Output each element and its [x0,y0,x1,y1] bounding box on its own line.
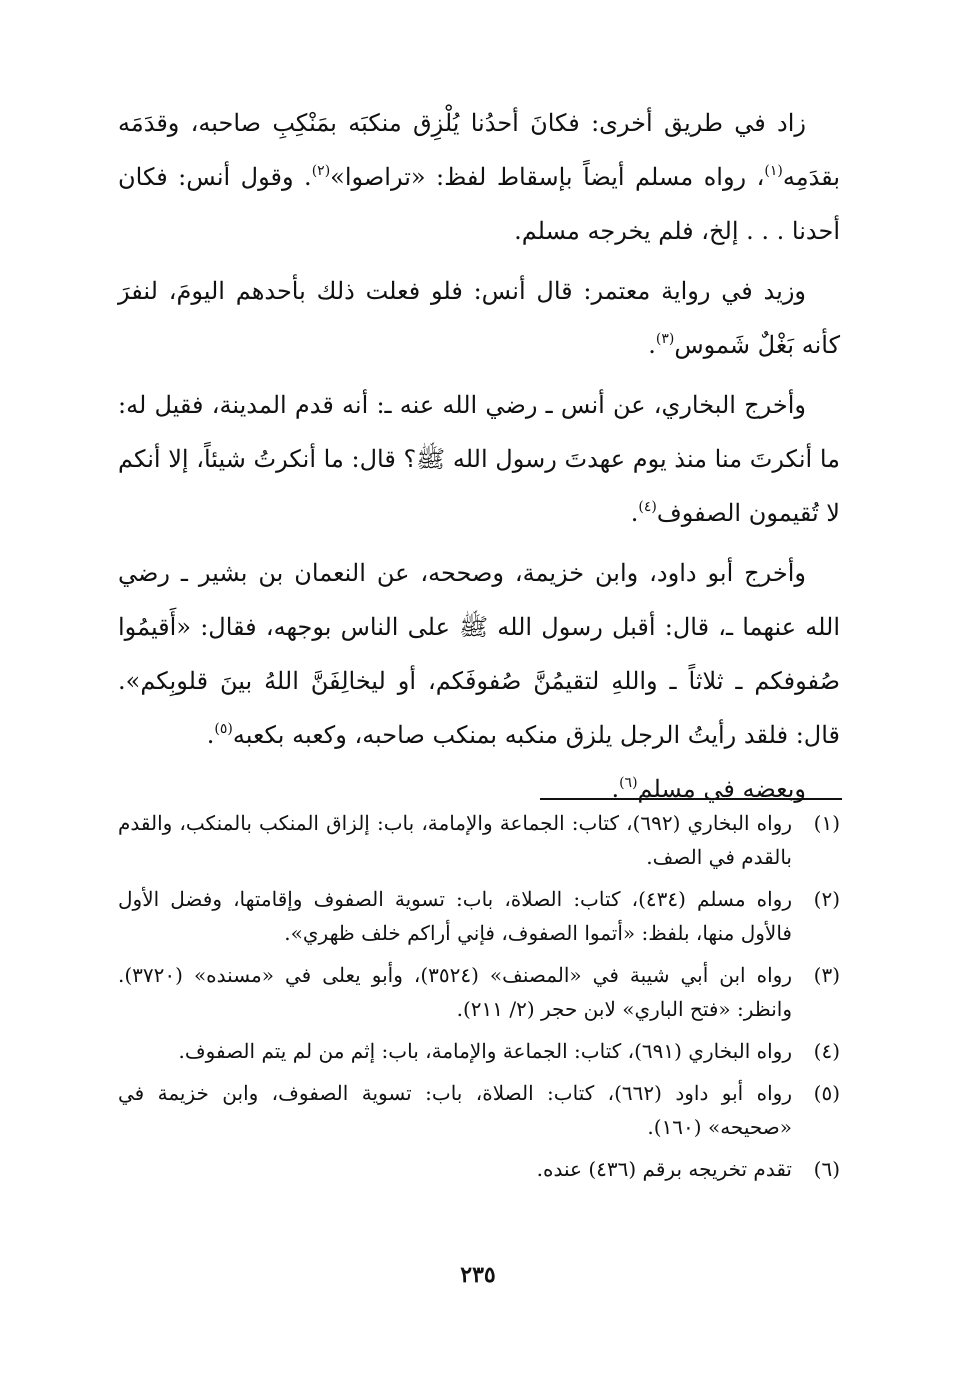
paragraph-3-text-b: . [630,499,639,527]
main-text [118,96,840,816]
paragraph-4-text-b: . [206,721,215,749]
page-number: ٢٣٥ [460,1262,496,1288]
footnote-ref-4: (٤) [638,499,657,515]
paragraph-1-text-b: ، رواه مسلم أيضاً بإسقاط لفظ: «تراصوا» [330,163,765,191]
footnote-2 [118,882,840,950]
footnote-number: (١) [813,811,840,835]
footnote-number: (٥) [813,1081,840,1105]
paragraph-4 [118,546,840,762]
paragraph-4-text-a: وأخرج أبو داود، وابن خزيمة، وصححه، عن النعمان بن بشير ـ رضي الله عنهما ـ، قال: أقبل رسول الله ﷺ على الناس بوجهه، فقال: «أَقيمُوا صُفوفكم ـ ثلاثاً ـ واللهِ لتقيمُنَّ صُفوفَكم، أو ليخالِفَنَّ اللهُ بينَ قلوبِكم». قال: فلقد رأيتُ الرجل يلزق منكبه بمنكب صاحبه، وكعبه بكعبه [118,559,840,749]
footnote-number: (٤) [813,1039,840,1063]
footnote-text: رواه ابن أبي شيبة في «المصنف» (٣٥٢٤)، وأبو يعلى في «مسنده» (٣٧٢٠). وانظر: «فتح الباري» لابن حجر (٢/ ٢١١). [118,963,792,1021]
footnote-ref-2: (٢) [311,163,331,179]
paragraph-1 [118,96,840,258]
footnote-separator [540,798,842,800]
footnote-ref-6: (٦) [619,775,638,791]
footnote-number: (٦) [813,1157,840,1181]
footnote-ref-3: (٣) [655,331,675,347]
footnote-6 [118,1152,840,1186]
footnote-4 [118,1034,840,1068]
footnote-text: رواه البخاري (٦٩٢)، كتاب: الجماعة والإمامة، باب: إلزاق المنكب بالمنكب، والقدم بالقدم في الصف. [118,811,792,869]
paragraph-1-text-a: زاد في طريق أخرى: فكانَ أحدُنا يُلْزِق منكبَه بمَنْكِبِ صاحبه، وقدَمَه بقدَمِه [118,109,840,191]
footnote-3 [118,958,840,1026]
footnote-text: رواه أبو داود (٦٦٢)، كتاب: الصلاة، باب: تسوية الصفوف، وابن خزيمة في «صحيحه» (١٦٠). [118,1081,792,1139]
paragraph-3 [118,378,840,540]
footnote-text: رواه مسلم (٤٣٤)، كتاب: الصلاة، باب: تسوية الصفوف وإقامتها، وفضل الأول فالأول منها، بلفظ: «أتموا الصفوف، فإني أراكم خلف ظهري». [118,887,793,945]
paragraph-3-text-a: وأخرج البخاري، عن أنس ـ رضي الله عنه ـ: أنه قدم المدينة، فقيل له: ما أنكرتَ منا منذ يوم عهدتَ رسول الله ﷺ؟ قال: ما أنكرتُ شيئاً، إلا أنكم لا تُقيمون الصفوف [118,391,840,527]
footnote-text: تقدم تخريجه برقم (٤٣٦) عنده. [536,1157,792,1181]
paragraph-2-text-a: وزيد في رواية معتمر: قال أنس: فلو فعلت ذلك بأحدهم اليومَ، لنفرَ كأنه بَغْلٌ شَموس [118,277,840,359]
footnote-ref-5: (٥) [214,721,233,737]
paragraph-2 [118,264,840,372]
footnote-5 [118,1076,840,1144]
footnote-number: (٢) [813,887,840,911]
paragraph-5-text-b: . [611,775,620,803]
paragraph-5-text-a: وبعضه في مسلم [637,775,806,803]
footnote-1 [118,806,840,874]
footnotes [118,806,840,1194]
footnote-ref-1: (١) [764,163,783,179]
footnote-number: (٣) [813,963,840,987]
paragraph-1-text-c: . وقول أنس: فكان أحدنا . . . إلخ، فلم يخرجه مسلم. [118,163,840,245]
footnote-text: رواه البخاري (٦٩١)، كتاب: الجماعة والإمامة، باب: إثم من لم يتم الصفوف. [178,1039,792,1063]
paragraph-2-text-b: . [648,331,656,359]
